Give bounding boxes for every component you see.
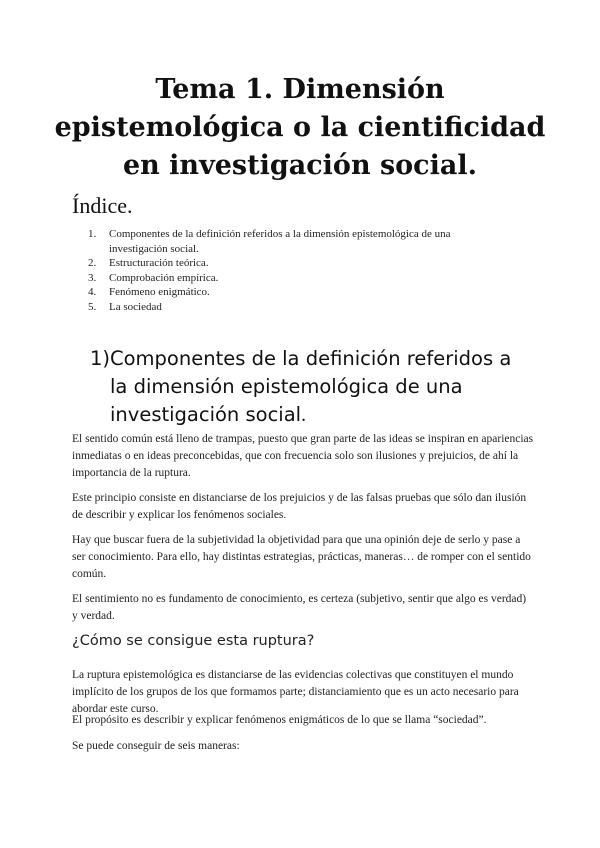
index-item-text: La sociedad bbox=[109, 300, 162, 313]
subheading: ¿Cómo se consigue esta ruptura? bbox=[72, 633, 315, 649]
index-item-number: 2. bbox=[88, 257, 97, 269]
paragraph: Hay que buscar fuera de la subjetividad la objetividad para que una opinión deje de serlo y pase a ser conocimiento. Para ello, hay distintas estrategias, prácticas, maneras… de romper con el sentido común. bbox=[72, 534, 531, 580]
paragraph: El propósito es describir y explicar fenómenos enigmáticos de lo que se llama “sociedad”. bbox=[72, 714, 487, 726]
section-heading-period: . bbox=[301, 405, 306, 426]
section-heading-text: Componentes de la definición referidos a la dimensión epistemológica de una investigación social bbox=[110, 347, 512, 426]
index-item bbox=[88, 271, 508, 286]
index-item bbox=[88, 285, 508, 300]
index-item-text: Componentes de la definición referidos a la dimensión epistemológica de una investigación social. bbox=[109, 228, 451, 255]
document-title: Tema 1. Dimensión epistemológica o la cientificidad en investigación social. bbox=[54, 74, 546, 181]
index-item-number: 5. bbox=[88, 300, 97, 313]
index-item bbox=[88, 300, 508, 315]
index-item-text: Estructuración teórica. bbox=[109, 257, 209, 269]
index-item-number: 4. bbox=[88, 286, 97, 298]
paragraph: La ruptura epistemológica es distanciarse de las evidencias colectivas que constituyen el mundo implícito de los grupos de los que formamos parte; distanciamiento que es un acto necesario para abordar este curso. bbox=[72, 669, 519, 715]
paragraph: El sentimiento no es fundamento de conocimiento, es certeza (subjetivo, sentir que algo es verdad) y verdad. bbox=[72, 593, 527, 622]
index-item-number: 3. bbox=[88, 271, 97, 284]
paragraph: El sentido común está lleno de trampas, puesto que gran parte de las ideas se inspiran en apariencias inmediatas o en ideas preconcebidas, que con frecuencia solo son ilusiones y prejuicios, de ahí la importancia de la ruptura. bbox=[72, 433, 534, 479]
paragraph: Se puede conseguir de seis maneras: bbox=[72, 740, 240, 752]
index-item-text: Fenómeno enigmático. bbox=[109, 286, 210, 298]
section-number: 1) bbox=[90, 347, 111, 370]
index-item bbox=[88, 227, 508, 256]
index-item-number: 1. bbox=[88, 228, 97, 240]
index-list bbox=[88, 227, 508, 314]
index-item-text: Comprobación empírica. bbox=[109, 271, 219, 284]
index-item bbox=[88, 256, 508, 271]
index-heading: Índice. bbox=[72, 193, 133, 218]
section-heading bbox=[90, 345, 530, 430]
paragraph: Este principio consiste en distanciarse de los prejuicios y de las falsas pruebas que sólo dan ilusión de describir y explicar los fenómenos sociales. bbox=[72, 492, 527, 521]
